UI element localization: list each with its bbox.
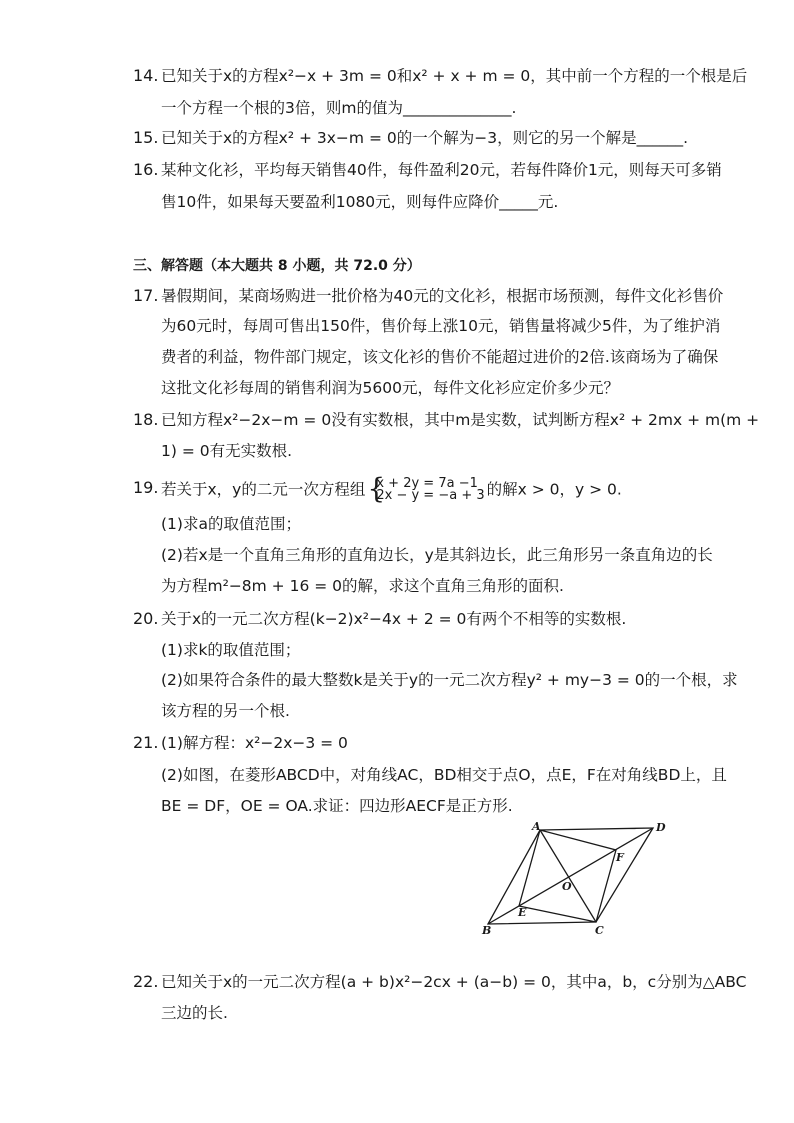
subquestion-2-cont: BE = DF，OE = OA.求证：四边形AECF是正方形. xyxy=(161,797,513,815)
subquestion-1: (1)求a的取值范围； xyxy=(161,515,301,533)
question-text: 暑假期间，某商场购进一批价格为40元的文化衫，根据市场预测，每件文化衫售价 xyxy=(161,287,724,305)
question-number: 17. xyxy=(133,286,159,305)
question-text: 一个方程一个根的3倍，则m的值为______________. xyxy=(161,99,517,117)
question-number: 21. xyxy=(133,733,159,752)
label-e: E xyxy=(518,906,527,919)
section-heading: 三、解答题（本大题共 8 小题，共 72.0 分） xyxy=(133,258,421,274)
question-text: 这批文化衫每周的销售利润为5600元，每件文化衫应定价多少元？ xyxy=(161,379,619,397)
question-number: 16. xyxy=(133,160,159,179)
equation-2: 2x − y = −a + 3 xyxy=(376,488,485,503)
question-number: 14. xyxy=(133,66,159,85)
subquestion-1: (1)求k的取值范围； xyxy=(161,641,301,659)
question-text-pre: 若关于x，y的二元一次方程组 xyxy=(161,480,366,499)
question-text: 已知关于x的方程x²−x + 3m = 0和x² + x + m = 0，其中前一个方程的一个根是后 xyxy=(161,67,748,85)
question-text: 售10件，如果每天要盈利1080元，则每件应降价_____元. xyxy=(161,193,559,211)
question-text: 已知方程x²−2x−m = 0没有实数根，其中m是实数，试判断方程x² + 2mx + m(m + xyxy=(161,411,760,429)
label-a: A xyxy=(532,820,541,833)
question-number: 22. xyxy=(133,972,159,991)
label-o: O xyxy=(562,880,572,893)
subquestion-2: (2)如果符合条件的最大整数k是关于y的一元二次方程y² + my−3 = 0的一个根，求 xyxy=(161,671,738,689)
question-number: 15. xyxy=(133,128,159,147)
question-text: 三边的长. xyxy=(161,1004,228,1022)
question-text-post: 的解x > 0，y > 0. xyxy=(486,480,622,499)
question-text: 已知关于x的一元二次方程(a + b)x²−2cx + (a−b) = 0，其中a，b，c分别为△ABC xyxy=(161,973,747,991)
diagonal-bd xyxy=(488,828,653,924)
question-text: 1) = 0有无实数根. xyxy=(161,442,293,460)
question-text: 为60元时，每周可售出150件，售价每上涨10元，销售量将减少5件，为了维护消 xyxy=(161,317,721,335)
question-text: 已知关于x的方程x² + 3x−m = 0的一个解为−3，则它的另一个解是______. xyxy=(161,129,689,147)
brace-icon: { xyxy=(367,472,386,505)
subquestion-2-cont: 为方程m²−8m + 16 = 0的解，求这个直角三角形的面积. xyxy=(161,577,564,595)
question-number: 18. xyxy=(133,410,159,429)
label-f: F xyxy=(616,851,624,864)
label-d: D xyxy=(656,821,666,834)
question-text: 某种文化衫，平均每天销售40件，每件盈利20元，若每件降价1元，则每天可多销 xyxy=(161,161,722,179)
equation-system xyxy=(367,472,485,505)
label-b: B xyxy=(482,924,492,937)
question-text: 费者的利益，物件部门规定，该文化衫的售价不能超过进价的2倍.该商场为了确保 xyxy=(161,348,719,366)
subquestion-2: (2)如图，在菱形ABCD中，对角线AC，BD相交于点O，点E，F在对角线BD上，且 xyxy=(161,766,727,784)
question-number: 19. xyxy=(133,478,159,497)
label-c: C xyxy=(595,924,604,937)
question-text xyxy=(161,472,622,505)
subquestion-1: (1)解方程：x²−2x−3 = 0 xyxy=(161,734,348,752)
subquestion-2: (2)若x是一个直角三角形的直角边长，y是其斜边长，此三角形另一条直角边的长 xyxy=(161,546,713,564)
diagonal-ac xyxy=(540,830,596,922)
question-text: 关于x的一元二次方程(k−2)x²−4x + 2 = 0有两个不相等的实数根. xyxy=(161,610,627,628)
question-number: 20. xyxy=(133,609,159,628)
equation-1: x + 2y = 7a −1 xyxy=(376,476,478,491)
rhombus-diagram xyxy=(478,818,678,938)
subquestion-2-cont: 该方程的另一个根. xyxy=(161,702,290,720)
